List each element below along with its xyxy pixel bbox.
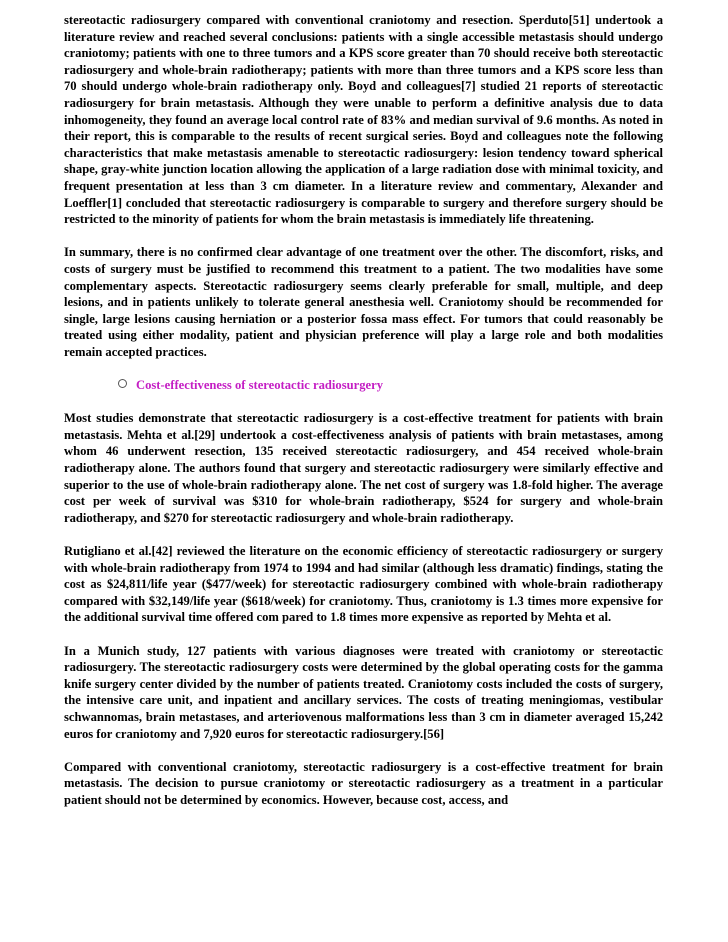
document-page <box>64 12 663 809</box>
section-heading-row <box>64 377 663 394</box>
hollow-bullet-icon <box>118 379 127 388</box>
paragraph-summary: In summary, there is no confirmed clear advantage of one treatment over the other. The discomfort, risks, and costs of surgery must be justified to recommend this treatment to a patient. The two modalities have some complementary aspects. Stereotactic radiosurgery seems clearly preferable for small, multiple, and deep lesions, and in patients unlikely to tolerate general anesthesia well. Craniotomy should be recommended for single, large lesions causing herniation or a posterior fossa mass effect. For tumors that could reasonably be treated using either modality, patient and physician preference will play a large role and both modalities remain accepted practices. <box>64 245 663 359</box>
paragraph-radiosurgery-vs-craniotomy: stereotactic radiosurgery compared with conventional craniotomy and resection. Sperduto[51] undertook a literature review and reached several conclusions: patients with a single accessible metastasis should undergo craniotomy; patients with one to three tumors and a KPS score greater than 70 should receive both stereotactic radiosurgery and whole-brain radiotherapy; patients with more than three tumors and a KPS score less than 70 should undergo whole-brain radiotherapy only. Boyd and colleagues[7] studied 21 reports of stereotactic radiosurgery for brain metastasis. Although they were unable to perform a definitive analysis due to data inhomogeneity, they found an average local control rate of 83% and median survival of 9.6 months. As noted in their report, this is comparable to the results of recent surgical series. Boyd and colleagues note the following characteristics that make metastasis amenable to stereotactic radiosurgery: lesion tendency toward spherical shape, gray-white junction location allowing the application of a large radiation dose with minimal toxicity, and frequent presentation at less than 3 cm diameter. In a literature review and commentary, Alexander and Loeffler[1] concluded that stereotactic radiosurgery is comparable to surgery and therefore surgery should be restricted to the minority of patients for whom the brain metastasis is immediately life threatening. <box>64 13 663 227</box>
paragraph-conclusion: Compared with conventional craniotomy, stereotactic radiosurgery is a cost-effective treatment for brain metastasis. The decision to pursue craniotomy or stereotactic radiosurgery as a treatment in a particular patient should not be determined by economics. However, because cost, access, and <box>64 759 663 807</box>
paragraph-rutigliano-study: Rutigliano et al.[42] reviewed the literature on the economic efficiency of stereotactic radiosurgery or surgery with whole-brain radiotherapy from 1974 to 1994 and had similar (although less dramatic) findings, stating the cost as $24,811/life year ($477/week) for stereotactic radiosurgery combined with whole-brain radiotherapy compared with $32,149/life year ($618/week) for craniotomy. Thus, craniotomy is 1.3 times more expensive for the additional survival time offered com pared to 1.8 times more expensive as reported by Mehta et al. <box>64 544 663 625</box>
paragraph-mehta-study: Most studies demonstrate that stereotactic radiosurgery is a cost-effective treatment for patients with brain metastasis. Mehta et al.[29] undertook a cost-effectiveness analysis of patients with brain metastases, among whom 46 underwent resection, 135 received stereotactic radiosurgery, and 454 received whole-brain radiotherapy alone. The authors found that surgery and stereotactic radiosurgery were similarly effective and superior to the use of whole-brain radiotherapy alone. The net cost of surgery was 1.8-fold higher. The average cost per week of survival was $310 for whole-brain radiotherapy, $524 for surgery and whole-brain radiotherapy, and $270 for stereotactic radiosurgery and whole-brain radiotherapy. <box>64 411 663 525</box>
paragraph-munich-study: In a Munich study, 127 patients with various diagnoses were treated with craniotomy or stereotactic radiosurgery. The stereotactic radiosurgery costs were determined by the global operating costs for the gamma knife surgery center divided by the number of patients treated. Craniotomy costs included the costs of surgery, the intensive care unit, and inpatient and ancillary services. The costs of treating meningiomas, vestibular schwannomas, brain metastases, and arteriovenous malformations less than 3 cm in diameter averaged 15,242 euros for craniotomy and 7,920 euros for stereotactic radiosurgery.[56] <box>64 643 663 741</box>
section-heading-cost-effectiveness[interactable]: Cost-effectiveness of stereotactic radiosurgery <box>136 378 383 393</box>
